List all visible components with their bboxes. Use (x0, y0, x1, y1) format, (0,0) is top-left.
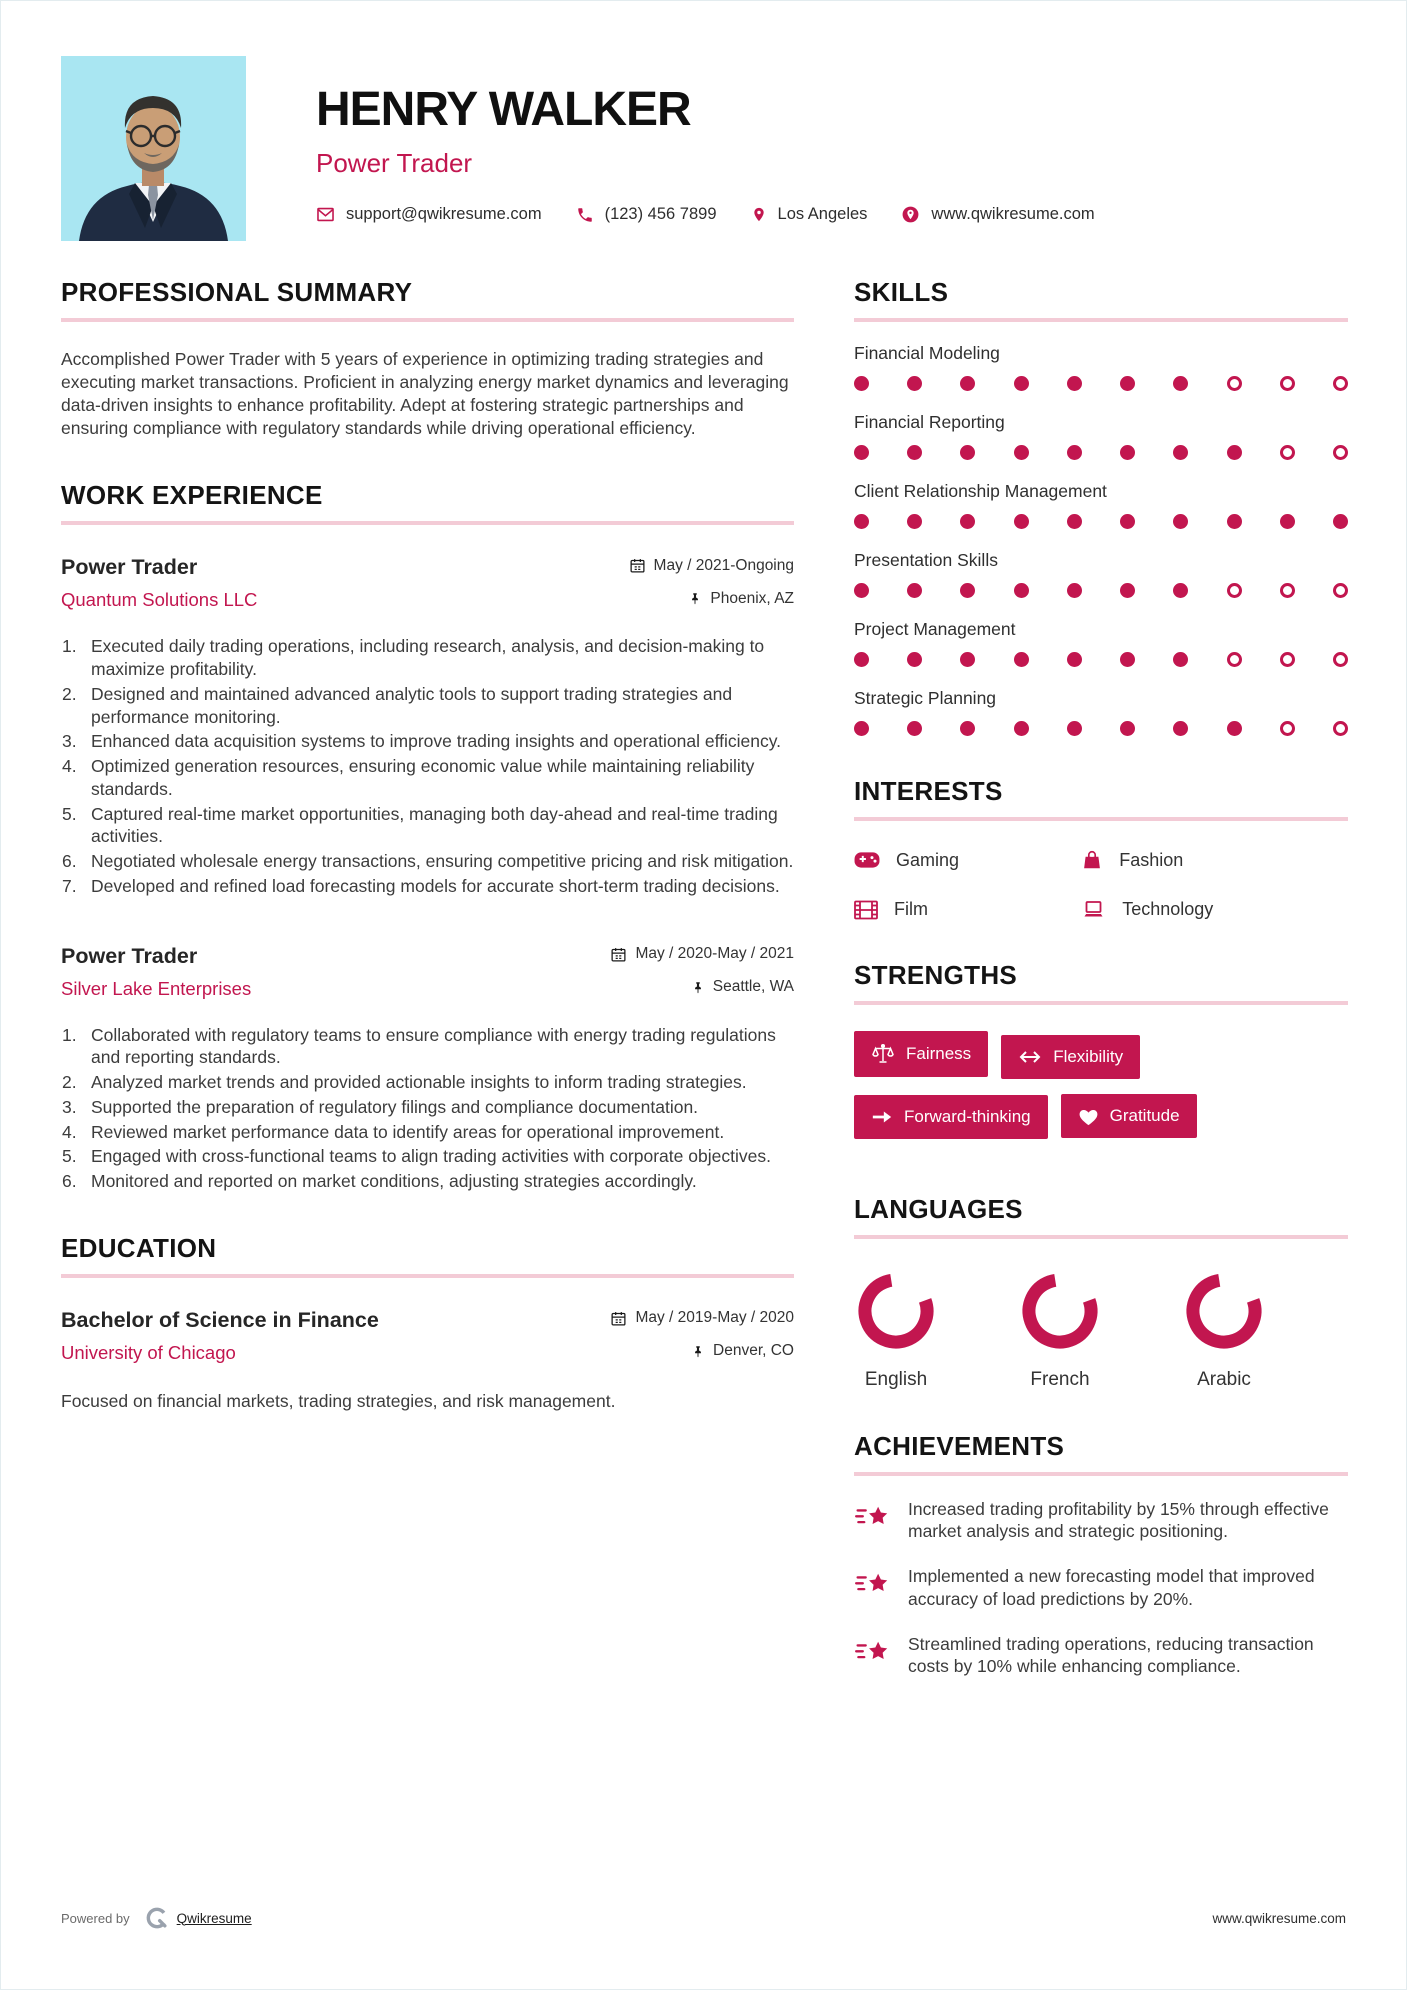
skill-rating (854, 721, 1348, 736)
skill-dot-filled (960, 376, 975, 391)
bullet-item: Reviewed market performance data to identify areas for operational improvement. (91, 1121, 725, 1142)
language-french (1018, 1269, 1102, 1391)
skill-dot-empty (1333, 652, 1348, 667)
skill-dot-empty (1280, 721, 1295, 736)
skill-rating (854, 583, 1348, 598)
content-columns (61, 277, 1346, 1905)
skill-dot-filled (1120, 652, 1135, 667)
job-date (610, 945, 794, 963)
phone-icon (576, 206, 594, 224)
section-rule (854, 1472, 1348, 1476)
skill-dot-empty (1227, 376, 1242, 391)
skill-dot-filled (1014, 445, 1029, 460)
shooting-star-icon (854, 1567, 892, 1601)
contact-phone-text: (123) 456 7899 (604, 205, 717, 223)
skill-dot-filled (907, 445, 922, 460)
job-title: Power Trader (61, 555, 198, 580)
job-location-text: Phoenix, AZ (710, 589, 794, 607)
skill-dot-empty (1333, 583, 1348, 598)
skill-dot-filled (1067, 721, 1082, 736)
interests-grid (854, 849, 1348, 920)
qwikresume-link[interactable]: Qwikresume (176, 1910, 252, 1926)
interests-heading: INTERESTS (854, 776, 1003, 806)
skill-dot-filled (960, 445, 975, 460)
bullet-item: Monitored and reported on market conditions, adjusting strategies accordingly. (91, 1171, 697, 1192)
header-text (316, 56, 1129, 224)
language-english (854, 1269, 938, 1391)
skill-dot-filled (854, 376, 869, 391)
skill-dot-filled (1014, 721, 1029, 736)
section-rule (61, 1274, 794, 1278)
skill-dot-filled (1173, 376, 1188, 391)
bullet-item: Analyzed market trends and provided actionable insights to inform trading strategies. (91, 1072, 747, 1093)
strength-flexibility (1001, 1035, 1140, 1079)
double-arrow-icon (1018, 1049, 1042, 1065)
skill-name: Project Management (854, 619, 1016, 639)
job-company: Silver Lake Enterprises (61, 977, 252, 999)
skill-name: Client Relationship Management (854, 481, 1107, 501)
interest-gaming (854, 849, 1081, 871)
section-rule (854, 817, 1348, 821)
bullet-item: Negotiated wholesale energy transactions, ensuring competitive pricing and risk mitigation. (91, 851, 794, 872)
language-label: French (1030, 1368, 1090, 1390)
contact-email-text: support@qwikresume.com (346, 205, 542, 223)
interest-technology (1081, 899, 1348, 920)
education-heading: EDUCATION (61, 1232, 217, 1263)
bullet-item: Designed and maintained advanced analytic tools to support trading strategies and performance monitoring. (91, 683, 733, 727)
skill-dot-filled (907, 376, 922, 391)
candidate-name: HENRY WALKER (316, 83, 691, 136)
skill-dot-filled (854, 583, 869, 598)
achievement-item (854, 1565, 1348, 1611)
skills-heading: SKILLS (854, 277, 949, 307)
achievement-text: Implemented a new forecasting model that improved accuracy of load predictions by 20%. (908, 1566, 1315, 1609)
skill-dot-filled (1227, 721, 1242, 736)
section-rule (854, 1235, 1348, 1239)
handbag-icon (1081, 849, 1103, 871)
skill-dot-empty (1280, 376, 1295, 391)
skill-rating (854, 652, 1348, 667)
section-professional-summary (61, 277, 794, 440)
skill-dot-filled (854, 652, 869, 667)
job-location (691, 978, 794, 996)
contact-website-text: www.qwikresume.com (931, 205, 1095, 223)
languages-heading: LANGUAGES (854, 1193, 1023, 1224)
summary-text: Accomplished Power Trader with 5 years of experience in optimizing trading strategies and executing market transactions. Proficient in analyzing energy market dynamics and leveraging data-driven insights to enhance profitability. Adept at fostering strategic partnerships and ensuring compliance with regulatory standards while driving operational efficiency. (61, 349, 789, 439)
skill-dot-filled (960, 514, 975, 529)
bullet-item: Executed daily trading operations, including research, analysis, and decision-making to maximize profitability. (91, 636, 765, 680)
skill-dot-filled (907, 514, 922, 529)
skill-rating (854, 445, 1348, 460)
language-label: English (864, 1368, 928, 1390)
education-location-text: Denver, CO (713, 1342, 794, 1360)
skill-financial-reporting (854, 412, 1348, 460)
work-heading: WORK EXPERIENCE (61, 480, 323, 511)
skill-dot-empty (1227, 652, 1242, 667)
skill-dot-filled (1173, 583, 1188, 598)
skill-dot-empty (1280, 583, 1295, 598)
skill-dot-filled (907, 721, 922, 736)
skill-dot-filled (854, 445, 869, 460)
laptop-icon (1081, 900, 1106, 920)
strengths-heading: STRENGTHS (854, 960, 1018, 990)
candidate-title: Power Trader (316, 148, 473, 178)
job-date (629, 557, 794, 575)
degree-title: Bachelor of Science in Finance (61, 1307, 379, 1332)
interest-film (854, 899, 1081, 920)
skill-rating (854, 514, 1348, 529)
calendar-icon (610, 1310, 627, 1327)
bullet-item: Developed and refined load forecasting models for accurate short-term trading decisions. (91, 875, 780, 896)
skill-rating (854, 376, 1348, 391)
arrow-right-icon (871, 1108, 893, 1126)
strength-label: Forward-thinking (904, 1106, 1031, 1126)
portrait-illustration (61, 56, 246, 241)
skill-dot-filled (1280, 514, 1295, 529)
contact-row (316, 205, 1129, 224)
scales-icon (871, 1043, 895, 1065)
skill-dot-filled (1120, 514, 1135, 529)
skill-dot-filled (1014, 652, 1029, 667)
right-column (854, 277, 1348, 1905)
strength-fairness (854, 1031, 988, 1077)
calendar-icon (629, 557, 646, 574)
location-icon (751, 205, 767, 224)
contact-phone (576, 205, 717, 224)
job-date-text: May / 2021-Ongoing (653, 556, 794, 574)
pushpin-icon (691, 980, 705, 995)
gamepad-icon (854, 850, 880, 870)
skill-strategic-planning (854, 688, 1348, 736)
skill-name: Presentation Skills (854, 550, 998, 570)
powered-by-text: Powered by (61, 1910, 130, 1926)
section-achievements (854, 1431, 1348, 1679)
achievements-heading: ACHIEVEMENTS (854, 1430, 1065, 1461)
skill-dot-filled (1227, 445, 1242, 460)
job-company: Quantum Solutions LLC (61, 589, 258, 611)
skill-dot-filled (1120, 721, 1135, 736)
skill-name: Financial Modeling (854, 343, 1000, 363)
resume-header (61, 1, 1346, 241)
shooting-star-icon (854, 1500, 892, 1534)
section-rule (61, 521, 794, 525)
strength-label: Gratitude (1109, 1106, 1180, 1125)
bullet-item: Captured real-time market opportunities, managing both day-ahead and real-time trading activities. (91, 803, 778, 847)
skill-name: Strategic Planning (854, 688, 997, 708)
education-date-text: May / 2019-May / 2020 (635, 1309, 794, 1327)
profile-photo (61, 56, 246, 241)
skill-presentation-skills (854, 550, 1348, 598)
skill-dot-filled (1173, 445, 1188, 460)
contact-location-text: Los Angeles (777, 205, 868, 223)
skill-dot-filled (1227, 514, 1242, 529)
job-bullets (61, 635, 794, 897)
language-donut (1182, 1269, 1266, 1353)
section-languages (854, 1194, 1348, 1391)
contact-website (901, 205, 1094, 224)
skill-dot-filled (1067, 445, 1082, 460)
skill-dot-filled (960, 652, 975, 667)
interest-label: Film (894, 899, 928, 919)
skill-dot-filled (1173, 721, 1188, 736)
language-donut (1018, 1269, 1102, 1353)
skill-dot-filled (1067, 514, 1082, 529)
qwikresume-logo-icon (144, 1905, 170, 1931)
skill-dot-filled (1173, 652, 1188, 667)
job-entry-1 (61, 555, 794, 897)
skill-dot-empty (1280, 445, 1295, 460)
job-title: Power Trader (61, 943, 198, 968)
calendar-icon (610, 946, 627, 963)
skill-dot-empty (1333, 721, 1348, 736)
achievement-item (854, 1498, 1348, 1544)
skill-financial-modeling (854, 343, 1348, 391)
bullet-item: Optimized generation resources, ensuring economic value while maintaining reliability standards. (91, 756, 755, 799)
skill-client-relationship-management (854, 481, 1348, 529)
section-work-experience (61, 480, 794, 1193)
bullet-item: Collaborated with regulatory teams to ensure compliance with energy trading regulations and reporting standards. (91, 1024, 776, 1068)
skill-dot-filled (1120, 445, 1135, 460)
skill-dot-empty (1333, 445, 1348, 460)
achievement-text: Streamlined trading operations, reducing transaction costs by 10% while enhancing compliance. (908, 1633, 1314, 1677)
section-skills (854, 277, 1348, 736)
interest-label: Gaming (896, 849, 960, 870)
skill-dot-filled (1014, 376, 1029, 391)
skill-dot-empty (1227, 583, 1242, 598)
languages-list (854, 1269, 1348, 1391)
achievement-item (854, 1633, 1348, 1679)
page-footer (61, 1905, 1346, 1989)
skill-dot-filled (1014, 583, 1029, 598)
education-description: Focused on financial markets, trading strategies, and risk management. (61, 1390, 616, 1411)
bullet-item: Enhanced data acquisition systems to improve trading insights and operational efficiency. (91, 731, 782, 752)
skill-dot-filled (960, 583, 975, 598)
interest-label: Technology (1122, 899, 1214, 919)
skill-dot-filled (1014, 514, 1029, 529)
language-arabic (1182, 1269, 1266, 1391)
bullet-item: Engaged with cross-functional teams to align trading activities with corporate objectives. (91, 1146, 771, 1167)
job-date-text: May / 2020-May / 2021 (635, 945, 794, 963)
film-icon (854, 900, 878, 920)
section-education (61, 1233, 794, 1413)
skill-project-management (854, 619, 1348, 667)
section-strengths (854, 960, 1348, 1154)
interest-fashion (1081, 849, 1348, 871)
skill-dot-filled (1333, 514, 1348, 529)
heart-icon (1078, 1107, 1099, 1126)
contact-location (751, 205, 868, 224)
job-bullets (61, 1024, 794, 1193)
section-rule (854, 318, 1348, 322)
footer-website: www.qwikresume.com (1212, 1910, 1346, 1926)
skill-dot-empty (1280, 652, 1295, 667)
skill-dot-filled (1067, 583, 1082, 598)
skill-name: Financial Reporting (854, 412, 1005, 432)
skill-dot-filled (960, 721, 975, 736)
skill-dot-filled (1173, 514, 1188, 529)
section-rule (854, 1001, 1348, 1005)
section-rule (61, 318, 794, 322)
skill-dot-filled (854, 721, 869, 736)
section-interests (854, 776, 1348, 920)
education-location (691, 1342, 794, 1360)
bullet-item: Supported the preparation of regulatory filings and compliance documentation. (91, 1096, 699, 1117)
contact-email (316, 205, 542, 224)
strength-label: Flexibility (1053, 1047, 1124, 1066)
globe-icon (901, 205, 920, 224)
skill-dot-filled (907, 652, 922, 667)
strength-gratitude (1061, 1094, 1197, 1138)
pushpin-icon (691, 1344, 705, 1359)
job-entry-2 (61, 944, 794, 1193)
skill-dot-empty (1333, 376, 1348, 391)
skill-dot-filled (1120, 583, 1135, 598)
skill-dot-filled (1067, 376, 1082, 391)
pushpin-icon (688, 591, 702, 606)
skill-dot-filled (907, 583, 922, 598)
strength-forward-thinking (854, 1095, 1048, 1139)
job-location (688, 590, 794, 608)
achievement-text: Increased trading profitability by 15% through effective market analysis and strategic positioning. (908, 1498, 1329, 1542)
education-entry (61, 1308, 794, 1413)
language-donut (854, 1269, 938, 1353)
interest-label: Fashion (1119, 849, 1184, 870)
strengths-list (854, 1031, 1348, 1154)
skill-dot-filled (854, 514, 869, 529)
school-name: University of Chicago (61, 1341, 236, 1363)
left-column (61, 277, 794, 1905)
skill-dot-filled (1067, 652, 1082, 667)
shooting-star-icon (854, 1635, 892, 1669)
email-icon (316, 205, 335, 224)
language-label: Arabic (1197, 1368, 1251, 1390)
job-location-text: Seattle, WA (712, 978, 794, 996)
education-date (610, 1309, 794, 1327)
skill-dot-filled (1120, 376, 1135, 391)
strength-label: Fairness (906, 1044, 972, 1063)
summary-heading: PROFESSIONAL SUMMARY (61, 277, 413, 307)
